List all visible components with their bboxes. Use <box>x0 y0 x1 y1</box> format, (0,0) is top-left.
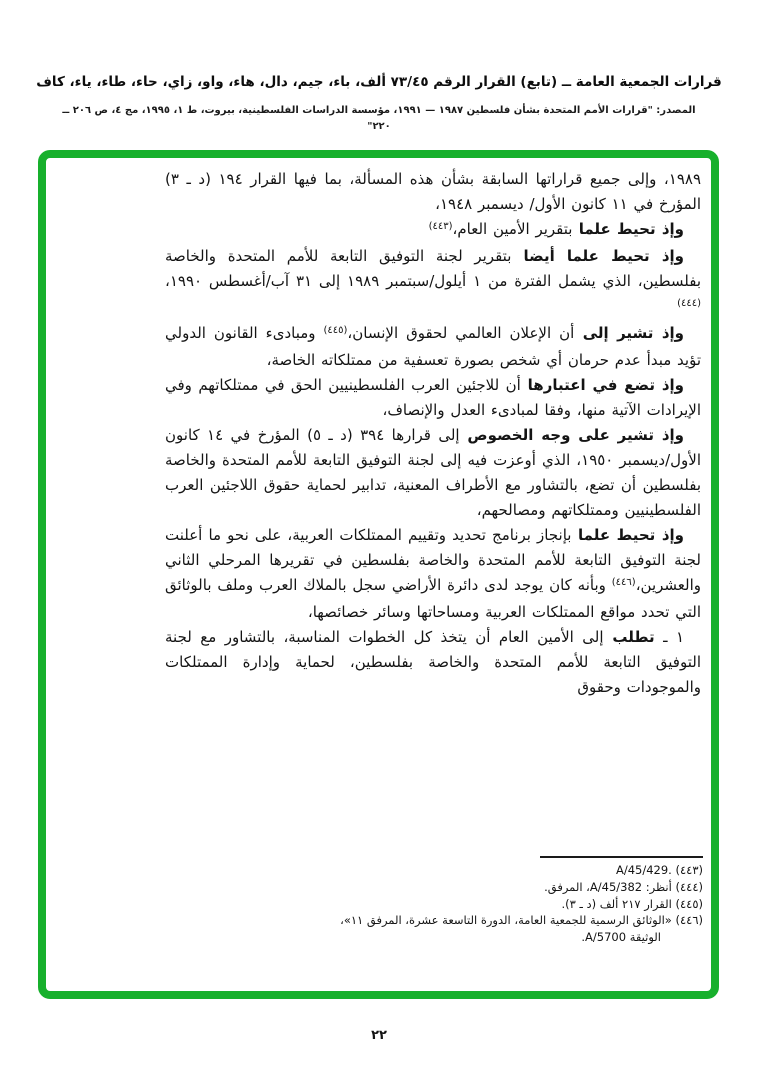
footnote-ref: (٤٤٤) <box>677 298 701 309</box>
footnote-line: (٤٤٤) أنظر: A/45/382، المرفق. <box>544 879 703 894</box>
resolution-text <box>165 167 701 700</box>
footnotes <box>168 862 703 946</box>
footnote-ref: (٤٤٣) <box>428 221 453 232</box>
paragraph: وإذ تحيط علما أيضا بتقرير لجنة التوفيق التابعة للأمم المتحدة والخاصة بفلسطين، الذي يشمل الفترة من ١ أيلول/سبتمبر ١٩٨٩ إلى ٣١ آب/أغسطس ١٩٩٠،$^{(٤٤٤)}$ <box>165 247 701 309</box>
footnote-line: (٤٤٦) «الوثائق الرسمية للجمعية العامة، الدورة التاسعة عشرة، المرفق ١١»، <box>340 913 703 928</box>
paragraph: ١ ـ تطلب إلى الأمين العام أن يتخذ كل الخطوات المناسبة، بالتشاور مع لجنة التوفيق التابعة للأمم المتحدة والخاصة بفلسطين، لحماية وإدارة الممتلكات والموجودات وحقوق <box>165 628 701 696</box>
footnote-line: الوثيقة A/5700. <box>581 930 661 945</box>
page-number: ٢٢ <box>371 1028 387 1043</box>
paragraph: وإذ تضع في اعتبارها أن للاجئين العرب الفلسطينيين الحق في ممتلكاتهم وفي الإيرادات الآتية منها، وفقا لمبادىء العدل والإنصاف، <box>165 376 701 419</box>
footnote-separator <box>540 856 703 858</box>
footnote-line: (٤٤٣) A/45/429.‎ <box>615 863 703 877</box>
paragraph: وإذ تشير إلى أن الإعلان العالمي لحقوق الإنسان،$^{(٤٤٥)}$ ومبادىء القانون الدولي تؤيد مبدأ عدم حرمان أي شخص بصورة تعسفية من ممتلكاته الخاصة، <box>165 324 701 369</box>
header-source: المصدر: "قرارات الأمم المتحدة بشأن فلسطين ١٩٨٧ — ١٩٩١، مؤسسة الدراسات الفلسطينية، بيروت، ط ١، ١٩٩٥، مج ٤، ص ٢٠٦ ــ ٢٢٠" <box>62 105 696 132</box>
paragraph: وإذ تشير على وجه الخصوص إلى قرارها ٣٩٤ (د ـ ٥) المؤرخ في ١٤ كانون الأول/ديسمبر ١٩٥٠، الذي أوعزت فيه إلى لجنة التوفيق التابعة للأمم المتحدة والخاصة بفلسطين أن تضع، بالتشاور مع الأطراف المعنية، تدابير لحماية حقوق اللاجئين العرب الفلسطينيين وممتلكاتهم ومصالحهم، <box>165 426 702 519</box>
footnote-ref: (٤٤٦) <box>611 577 636 588</box>
header-title: قرارات الجمعية العامة ــ (تابع) القرار الرقم ٧٣/٤٥ ألف، باء، جيم، دال، هاء، واو، زاي، حاء، طاء، ياء، كاف <box>36 74 722 90</box>
footnote-line: (٤٤٥) القرار ٢١٧ ألف (د ـ ٣). <box>561 896 703 911</box>
paragraph: ١٩٨٩، وإلى جميع قراراتها السابقة بشأن هذه المسألة، بما فيها القرار ١٩٤ (د ـ ٣) المؤرخ في ١١ كانون الأول/ ديسمبر ١٩٤٨، <box>165 170 702 213</box>
footnote-ref: (٤٤٥) <box>323 325 348 336</box>
paragraph: وإذ تحيط علما بتقرير الأمين العام،$^{(٤٤٣)}$ <box>428 220 684 238</box>
paragraph: وإذ تحيط علما بإنجاز برنامج تحديد وتقييم الممتلكات العربية، على نحو ما أعلنت لجنة التوفيق التابعة للأمم المتحدة والخاصة بفلسطين في تقريرها المرحلي الثاني والعشرين،$^{(٤٤٦)}$ وبأنه كان يوجد لدى دائرة الأراضي سجل بالملاك العرب وملف بالوثائق التي تحدد مواقع الممتلكات العربية ومساحاتها وسائر خصائصها، <box>165 526 701 621</box>
